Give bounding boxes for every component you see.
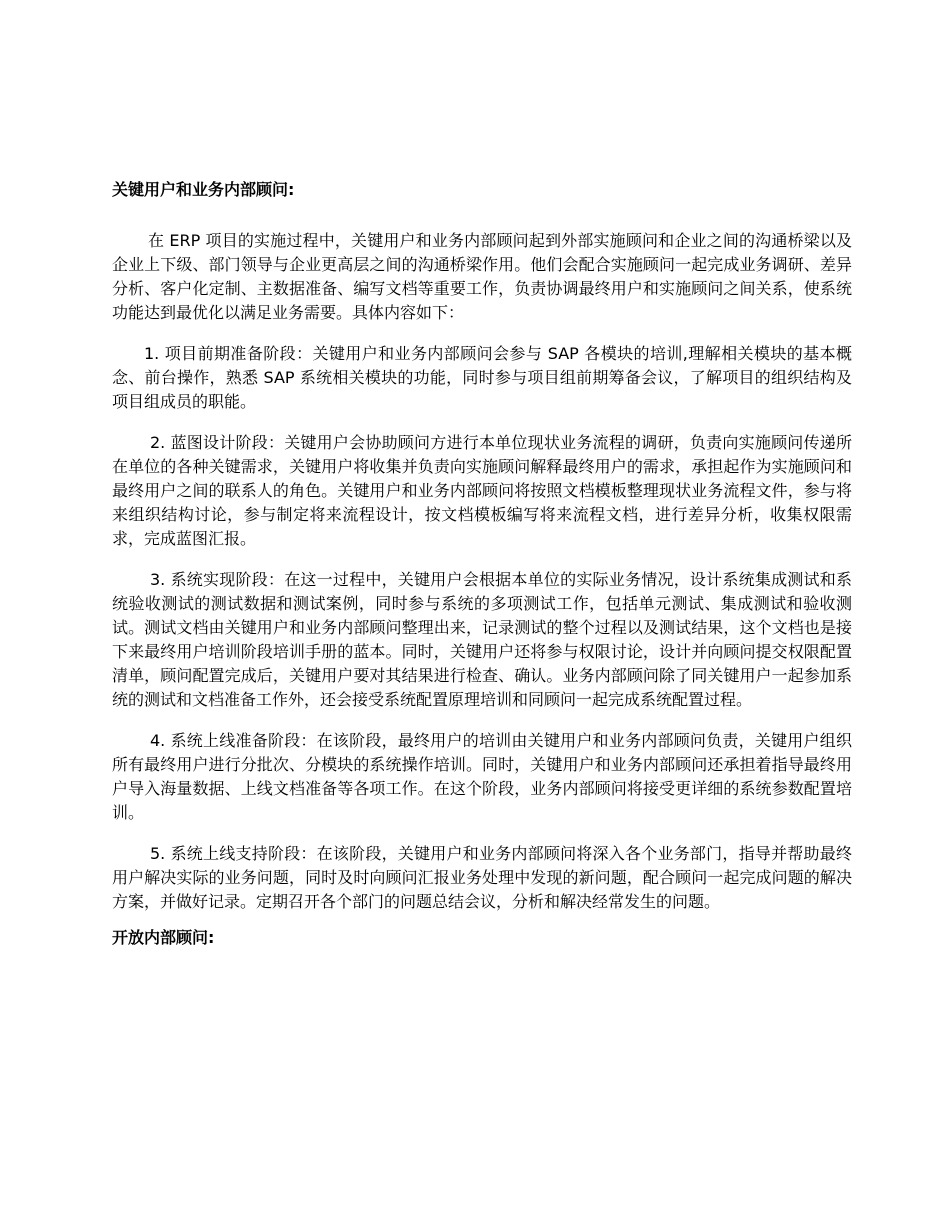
section-heading-key-users: 关键用户和业务内部顾问:	[112, 180, 295, 199]
list-item-phase-4: 4. 系统上线准备阶段：在该阶段，最终用户的培训由关键用户和业务内部顾问负责，关键用户组织所有最终用户进行分批次、分模块的系统操作培训。同时，关键用户和业务内部顾问还承担着指导最终用户导入海量数据、上线文档准备等各项工作。在这个阶段，业务内部顾问将接受更详细的系统参数配置培训。	[112, 731, 852, 822]
list-item-phase-1: 1. 项目前期准备阶段：关键用户和业务内部顾问会参与 SAP 各模块的培训,理解相关模块的基本概念、前台操作，熟悉 SAP 系统相关模块的功能，同时参与项目组前期筹备会议，了解项目的组织结构及项目组成员的职能。	[112, 344, 852, 411]
intro-paragraph: 在 ERP 项目的实施过程中，关键用户和业务内部顾问起到外部实施顾问和企业之间的沟通桥梁以及企业上下级、部门领导与企业更高层之间的沟通桥梁作用。他们会配合实施顾问一起完成业务调研、差异分析、客户化定制、主数据准备、编写文档等重要工作，负责协调最终用户和实施顾问之间关系，使系统功能达到最优化以满足业务需要。具体内容如下：	[112, 231, 852, 322]
document-page	[112, 178, 852, 950]
list-item-phase-2: 2. 蓝图设计阶段：关键用户会协助顾问方进行本单位现状业务流程的调研，负责向实施顾问传递所在单位的各种关键需求，关键用户将收集并负责向实施顾问解释最终用户的需求，承担起作为实施顾问和最终用户之间的联系人的角色。关键用户和业务内部顾问将按照文档模板整理现状业务流程文件，参与将来组织结构讨论，参与制定将来流程设计，按文档模板编写将来流程文档，进行差异分析，收集权限需求，完成蓝图汇报。	[112, 433, 852, 548]
section-heading-open-consultants: 开放内部顾问:	[112, 928, 215, 947]
list-item-phase-3: 3. 系统实现阶段：在这一过程中，关键用户会根据本单位的实际业务情况，设计系统集成测试和系统验收测试的测试数据和测试案例，同时参与系统的多项测试工作，包括单元测试、集成测试和验收测试。测试文档由关键用户和业务内部顾问整理出来，记录测试的整个过程以及测试结果，这个文档也是接下来最终用户培训阶段培训手册的蓝本。同时，关键用户还将参与权限讨论，设计并向顾问提交权限配置清单，顾问配置完成后，关键用户要对其结果进行检查、确认。业务内部顾问除了同关键用户一起参加系统的测试和文档准备工作外，还会接受系统配置原理培训和同顾问一起完成系统配置过程。	[112, 570, 852, 709]
list-item-phase-5: 5. 系统上线支持阶段：在该阶段，关键用户和业务内部顾问将深入各个业务部门，指导并帮助最终用户解决实际的业务问题，同时及时向顾问汇报业务处理中发现的新问题，配合顾问一起完成问题的解决方案，并做好记录。定期召开各个部门的问题总结会议，分析和解决经常发生的问题。	[112, 844, 852, 911]
